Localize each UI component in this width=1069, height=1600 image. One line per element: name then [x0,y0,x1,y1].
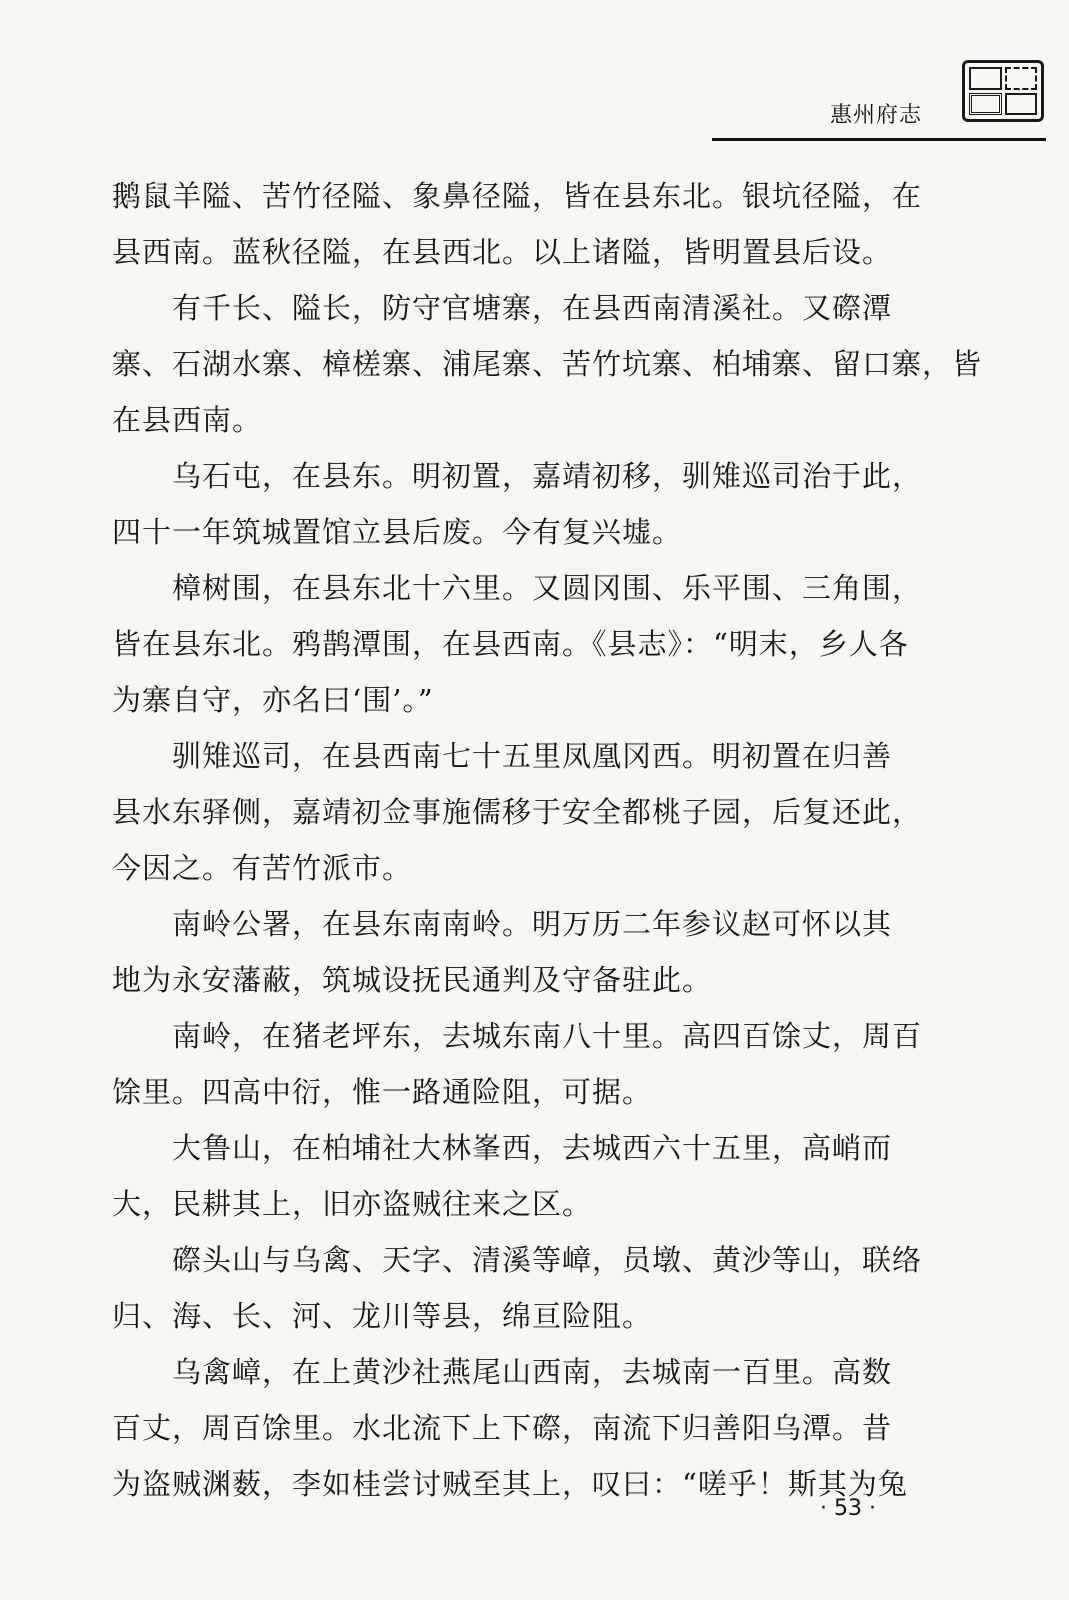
text-line: 归、海、长、河、龙川等县，绵亘险阻。 [112,1299,653,1333]
paragraph [112,896,948,1008]
text-line: 驯雉巡司，在县西南七十五里凤凰冈西。明初置在归善 [112,739,893,773]
text-line: 鹅鼠羊隘、苦竹径隘、象鼻径隘，皆在县东北。银坑径隘，在 [112,179,923,213]
text-line: 大，民耕其上，旧亦盗贼往来之区。 [112,1187,593,1221]
paragraph [112,728,948,896]
text-line: 为寨自守，亦名曰‘围’。” [112,683,434,717]
text-line: 南岭，在猪老坪东，去城东南八十里。高四百馀丈，周百 [112,1019,923,1053]
running-header-title: 惠州府志 [830,103,923,128]
text-line: 今因之。有苦竹派市。 [112,851,413,885]
text-line: 皆在县东北。鸦鹊潭围，在县西南。《县志》：“明末，乡人各 [112,627,909,661]
text-line: 四十一年筑城置馆立县后废。今有复兴墟。 [112,515,683,549]
paragraph [112,280,983,448]
text-line: 馀里。四高中衍，惟一路通险阻，可据。 [112,1075,653,1109]
header-rule [712,138,1046,141]
text-line: 有千长、隘长，防守官塘寨，在县西南清溪社。又磜潭 [112,291,893,325]
text-line: 乌石屯，在县东。明初置，嘉靖初移，驯雉巡司治于此， [112,459,923,493]
text-line: 地为永安藩蔽，筑城设抚民通判及守备驻此。 [112,963,713,997]
text-line: 为盗贼渊薮，李如桂尝讨贼至其上，叹曰：“嗟乎！斯其为兔 [112,1467,908,1501]
paragraph [112,560,948,728]
text-line: 南岭公署，在县东南南岭。明万历二年参议赵可怀以其 [112,907,893,941]
paragraph [112,448,948,560]
body-text [112,168,983,1512]
text-line: 寨、石湖水寨、樟槎寨、浦尾寨、苦竹坑寨、柏埔寨、留口寨，皆 [112,347,983,381]
text-line: 百丈，周百馀里。水北流下上下磜，南流下归善阳乌潭。昔 [112,1411,893,1445]
text-line: 大鲁山，在柏埔社大林峯西，去城西六十五里，高峭而 [112,1131,893,1165]
paragraph [112,1120,948,1232]
seal-stamp-icon [962,60,1044,122]
page-number: · 53 · [820,1496,876,1521]
paragraph [112,168,948,280]
text-line: 在县西南。 [112,403,263,437]
paragraph [112,1344,948,1512]
text-line: 县水东驿侧，嘉靖初佥事施儒移于安全都桃子园，后复还此， [112,795,923,829]
paragraph [112,1232,948,1344]
text-line: 磜头山与乌禽、天字、清溪等嶂，员墩、黄沙等山，联络 [112,1243,923,1277]
text-line: 县西南。蓝秋径隘，在县西北。以上诸隘，皆明置县后设。 [112,235,893,269]
paragraph [112,1008,948,1120]
text-line: 乌禽嶂，在上黄沙社燕尾山西南，去城南一百里。高数 [112,1355,893,1389]
text-line: 樟树围，在县东北十六里。又圆冈围、乐平围、三角围， [112,571,923,605]
